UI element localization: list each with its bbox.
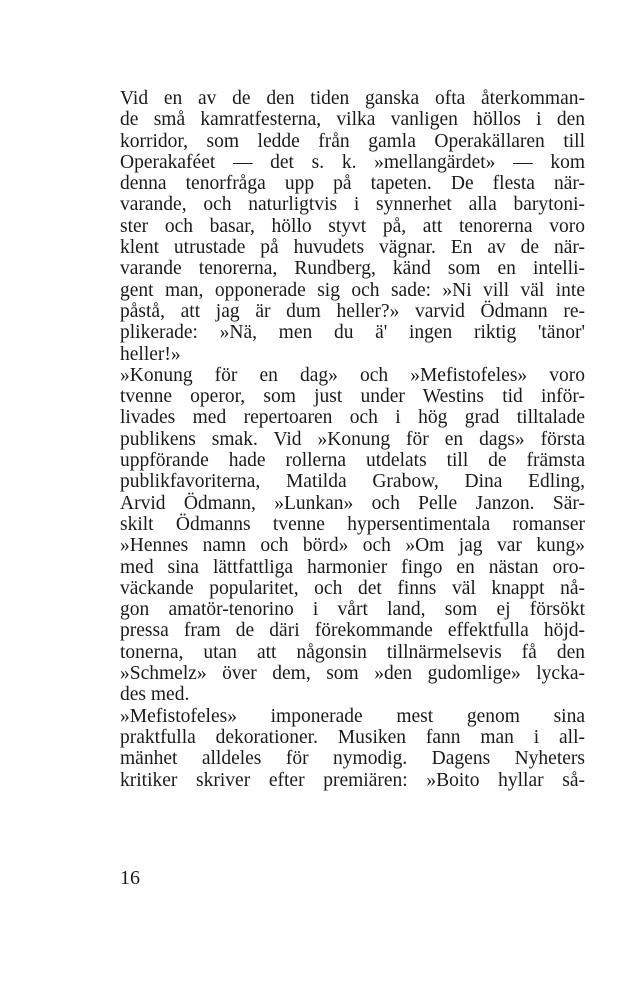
text-line: med sina lättfattliga harmonier fingo en nästan oro- — [120, 556, 585, 578]
text-line: des med. — [120, 684, 190, 706]
text-line: skilt Ödmanns tvenne hypersentimentala romanser — [120, 513, 585, 535]
page-number: 16 — [120, 867, 140, 889]
text-line: kritiker skriver efter premiären: »Boito hyllar så- — [120, 769, 585, 791]
text-line: praktfulla dekorationer. Musiken fann man i all- — [120, 726, 585, 748]
text-line: heller!» — [120, 343, 181, 365]
text-line: denna tenorfråga upp på tapeten. De flesta när- — [120, 173, 585, 195]
text-line: de små kamratfesterna, vilka vanligen höllos i den — [120, 109, 585, 131]
text-line: »Hennes namn och börd» och »Om jag var kung» — [120, 535, 585, 557]
text-line: tonerna, utan att någonsin tillnärmelsevis få den — [120, 641, 585, 663]
text-line: plikerade: »Nä, men du ä' ingen riktig 'tänor' — [120, 322, 585, 344]
text-line: Arvid Ödmann, »Lunkan» och Pelle Janzon. Sär- — [120, 492, 585, 514]
text-line: Vid en av de den tiden ganska ofta återkomman- — [120, 88, 585, 109]
text-line: tvenne operor, som just under Westins tid inför- — [120, 386, 585, 408]
text-line: korridor, som ledde från gamla Operakällaren till — [120, 130, 585, 152]
text-line: mänhet alldeles för nymodig. Dagens Nyheters — [120, 748, 585, 770]
body-text — [120, 88, 585, 791]
text-line: publikens smak. Vid »Konung för en dags» första — [120, 428, 585, 450]
text-line: publikfavoriterna, Matilda Grabow, Dina Edling, — [120, 471, 585, 493]
text-line: klent utrustade på huvudets vägnar. En av de när- — [120, 237, 585, 259]
text-line: varande tenorerna, Rundberg, känd som en intelli- — [120, 258, 585, 280]
text-line: varande, och naturligtvis i synnerhet alla barytoni- — [120, 194, 585, 216]
text-line: »Konung för en dag» och »Mefistofeles» voro — [120, 364, 585, 386]
text-line: »Schmelz» över dem, som »den gudomlige» lycka- — [120, 663, 585, 685]
text-line: gent man, opponerade sig och sade: »Ni vill väl inte — [120, 279, 585, 301]
text-line: påstå, att jag är dum heller?» varvid Ödmann re- — [120, 300, 585, 322]
text-line: gon amatör-tenorino i vårt land, som ej försökt — [120, 599, 585, 621]
text-line: uppförande hade rollerna utdelats till de främsta — [120, 450, 585, 472]
text-line: väckande popularitet, och det finns väl knappt nå- — [120, 577, 585, 599]
text-line: Operakaféet — det s. k. »mellangärdet» — kom — [120, 151, 585, 173]
text-line: pressa fram de däri förekommande effektfulla höjd- — [120, 620, 585, 642]
text-line: livades med repertoaren och i hög grad tilltalade — [120, 407, 585, 429]
text-line: ster och basar, höllo styvt på, att tenorerna voro — [120, 215, 585, 237]
text-line: »Mefistofeles» imponerade mest genom sina — [120, 705, 585, 727]
